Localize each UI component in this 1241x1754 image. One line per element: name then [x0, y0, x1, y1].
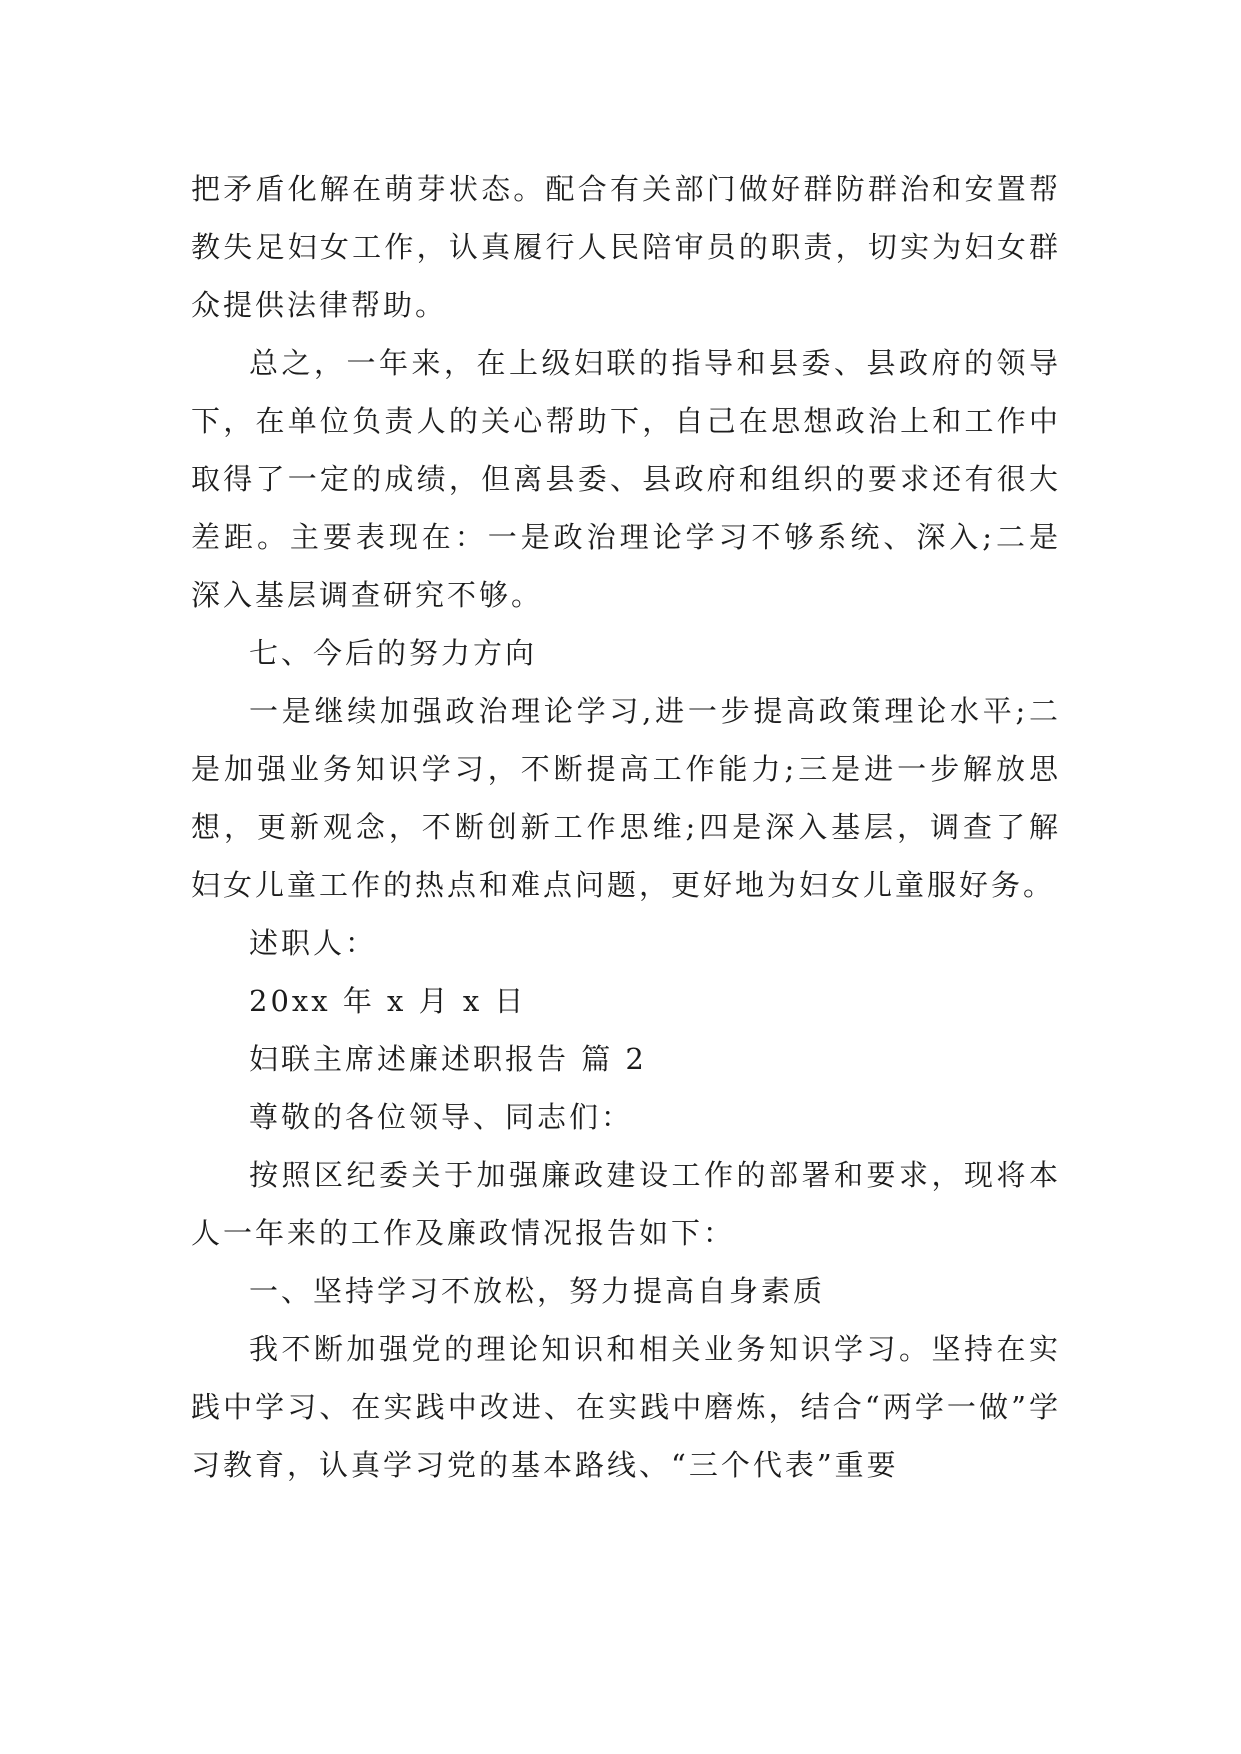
date-line: 20xx 年 x 月 x 日: [249, 984, 527, 1018]
paragraph-introduction: 按照区纪委关于加强廉政建设工作的部署和要求，现将本人一年来的工作及廉政情况报告如下：: [191, 1158, 1061, 1250]
report-title-part-2: 妇联主席述廉述职报告 篇 2: [249, 1042, 647, 1076]
signature-label: 述职人：: [249, 926, 378, 960]
paragraph-conflict-resolution: 把矛盾化解在萌芽状态。配合有关部门做好群防群治和安置帮教失足妇女工作，认真履行人民陪审员的职责，切实为妇女群众提供法律帮助。: [191, 172, 1061, 322]
document-body: [191, 160, 1061, 1494]
section-heading-future-direction: 七、今后的努力方向: [249, 636, 538, 670]
section-heading-study: 一、坚持学习不放松，努力提高自身素质: [249, 1274, 826, 1308]
paragraph-summary: 总之，一年来，在上级妇联的指导和县委、县政府的领导下，在单位负责人的关心帮助下，自己在思想政治上和工作中取得了一定的成绩，但离县委、县政府和组织的要求还有很大差距。主要表现在：一是政治理论学习不够系统、深入;二是深入基层调查研究不够。: [191, 346, 1061, 612]
paragraph-study: 我不断加强党的理论知识和相关业务知识学习。坚持在实践中学习、在实践中改进、在实践中磨炼，结合“两学一做”学习教育，认真学习党的基本路线、“三个代表”重要: [191, 1332, 1061, 1482]
salutation: 尊敬的各位领导、同志们：: [249, 1100, 634, 1134]
paragraph-future-plans: 一是继续加强政治理论学习,进一步提高政策理论水平;二是加强业务知识学习，不断提高工作能力;三是进一步解放思想，更新观念，不断创新工作思维;四是深入基层，调查了解妇女儿童工作的热点和难点问题，更好地为妇女儿童服好务。: [191, 694, 1061, 902]
